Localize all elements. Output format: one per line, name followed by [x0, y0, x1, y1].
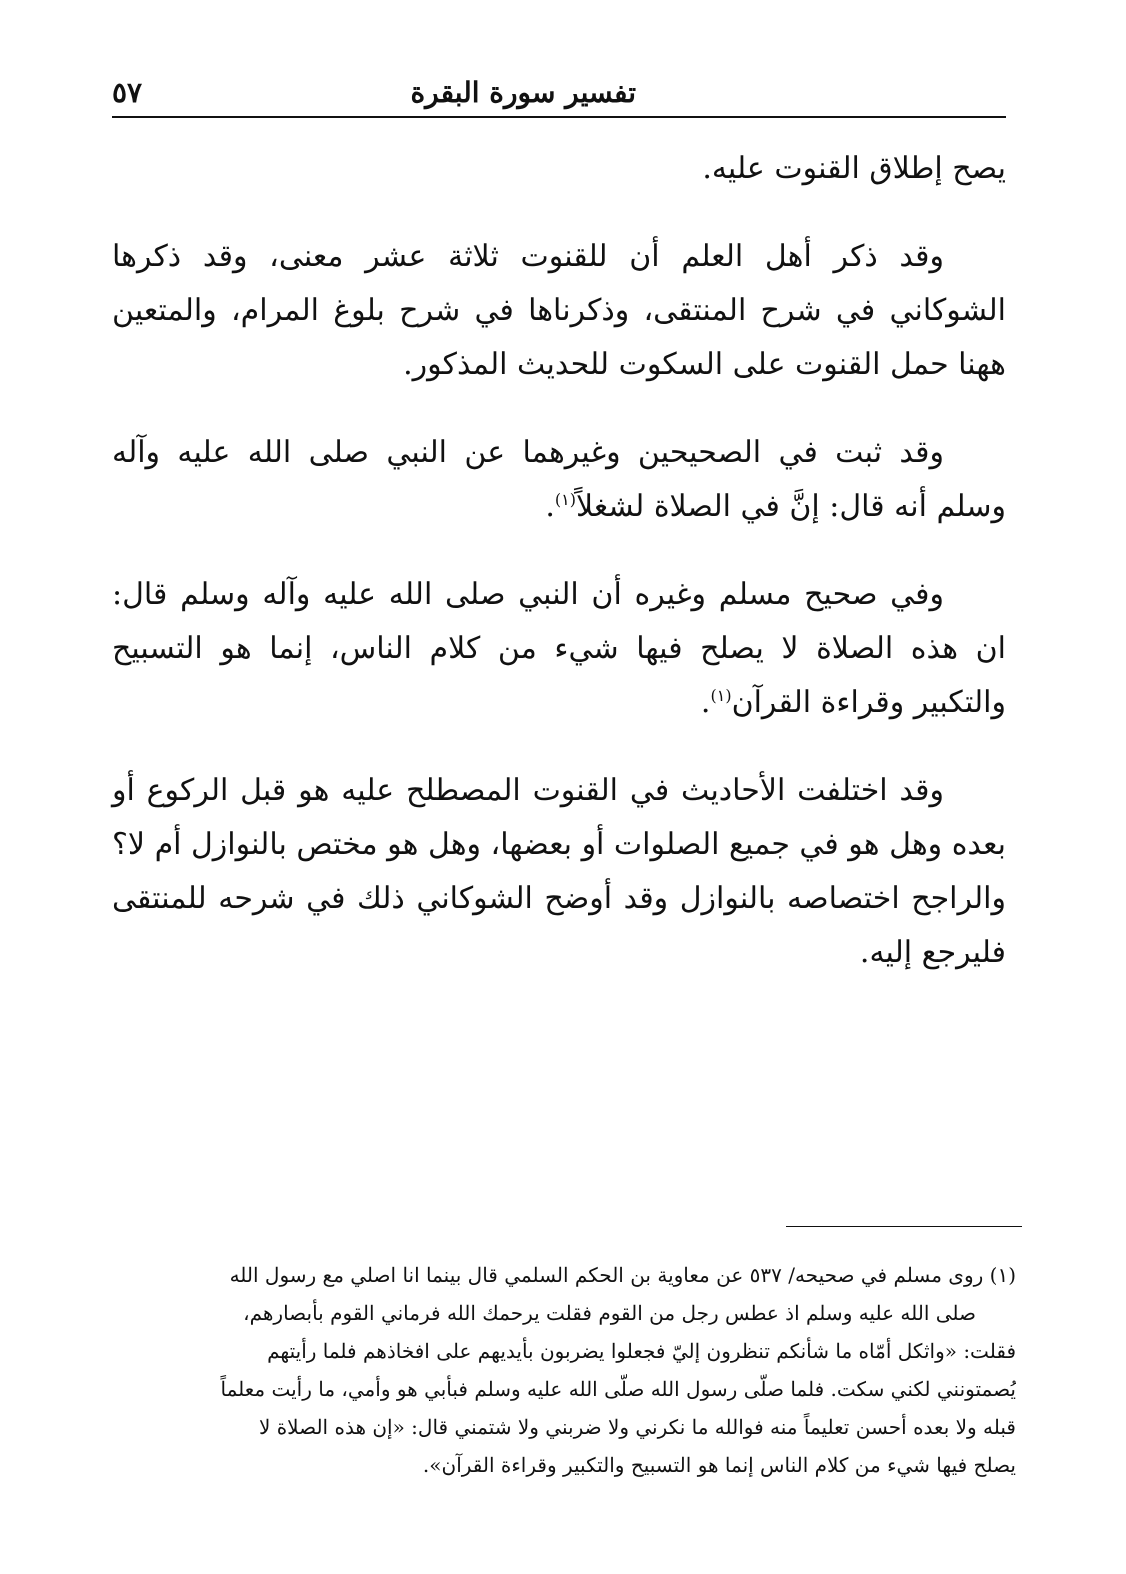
footnote-reference: (١) [710, 686, 732, 705]
paragraph-1-text: يصح إطلاق القنوت عليه. [702, 151, 1006, 186]
footnote-reference: (١) [554, 490, 576, 509]
footnotes [112, 1256, 1016, 1484]
paragraph-1 [112, 142, 1006, 196]
paragraph-3-text: وقد ثبت في الصحيحين وغيرهما عن النبي صلى الله عليه وآله وسلم أنه قال: إنَّ في الصلاة لشغلاً [112, 435, 1006, 524]
running-header [112, 70, 1006, 116]
footnote-line: (١) روى مسلم في صحيحه/ ٥٣٧ عن معاوية بن الحكم السلمي قال بينما انا اصلي مع رسول الله [229, 1263, 1016, 1287]
paragraph-3 [112, 426, 1006, 534]
footnote-line: يصلح فيها شيء من كلام الناس إنما هو التسبيح والتكبير وقراءة القرآن». [422, 1453, 1016, 1477]
footnote-separator [786, 1226, 1022, 1227]
paragraph-5 [112, 764, 1006, 980]
header-title: تفسير سورة البقرة [410, 76, 636, 109]
paragraph-4 [112, 568, 1006, 730]
paragraph-3-period: . [545, 489, 555, 524]
footnote-line: قبله ولا بعده أحسن تعليماً منه فوالله ما نكرني ولا ضربني ولا شتمني قال: «إن هذه الصلاة لا [258, 1415, 1016, 1439]
page-number: ٥٧ [112, 76, 143, 109]
paragraph-4-text: وفي صحيح مسلم وغيره أن النبي صلى الله عليه وآله وسلم قال: ان هذه الصلاة لا يصلح فيها شيء من كلام الناس، إنما هو التسبيح والتكبير وقراءة القرآن [112, 577, 1006, 720]
paragraph-2-text: وقد ذكر أهل العلم أن للقنوت ثلاثة عشر معنى، وقد ذكرها الشوكاني في شرح المنتقى، وذكرناها في شرح بلوغ المرام، والمتعين ههنا حمل القنوت على السكوت للحديث المذكور. [112, 239, 1006, 382]
paragraph-2 [112, 230, 1006, 392]
footnote-line: يُصمتونني لكني سكت. فلما صلّى رسول الله صلّى الله عليه وسلم فبأبي هو وأمي، ما رأيت معلماً [220, 1377, 1016, 1401]
header-rule [112, 116, 1006, 118]
main-text [112, 142, 1006, 1014]
paragraph-5-text: وقد اختلفت الأحاديث في القنوت المصطلح عليه هو قبل الركوع أو بعده وهل هو في جميع الصلوات أو بعضها، وهل هو مختص بالنوازل أم لا؟ والراجح اختصاصه بالنوازل وقد أوضح الشوكاني ذلك في شرحه للمنتقى فليرجع إليه. [112, 773, 1006, 970]
footnote-line: صلى الله عليه وسلم اذ عطس رجل من القوم فقلت يرحمك الله فرماني القوم بأبصارهم، [243, 1301, 976, 1325]
paragraph-4-period: . [700, 685, 711, 720]
footnote-line: فقلت: «واثكل أمّاه ما شأنكم تنظرون إليّ فجعلوا يضربون بأيديهم على افخاذهم فلما رأيتهم [267, 1339, 1016, 1363]
